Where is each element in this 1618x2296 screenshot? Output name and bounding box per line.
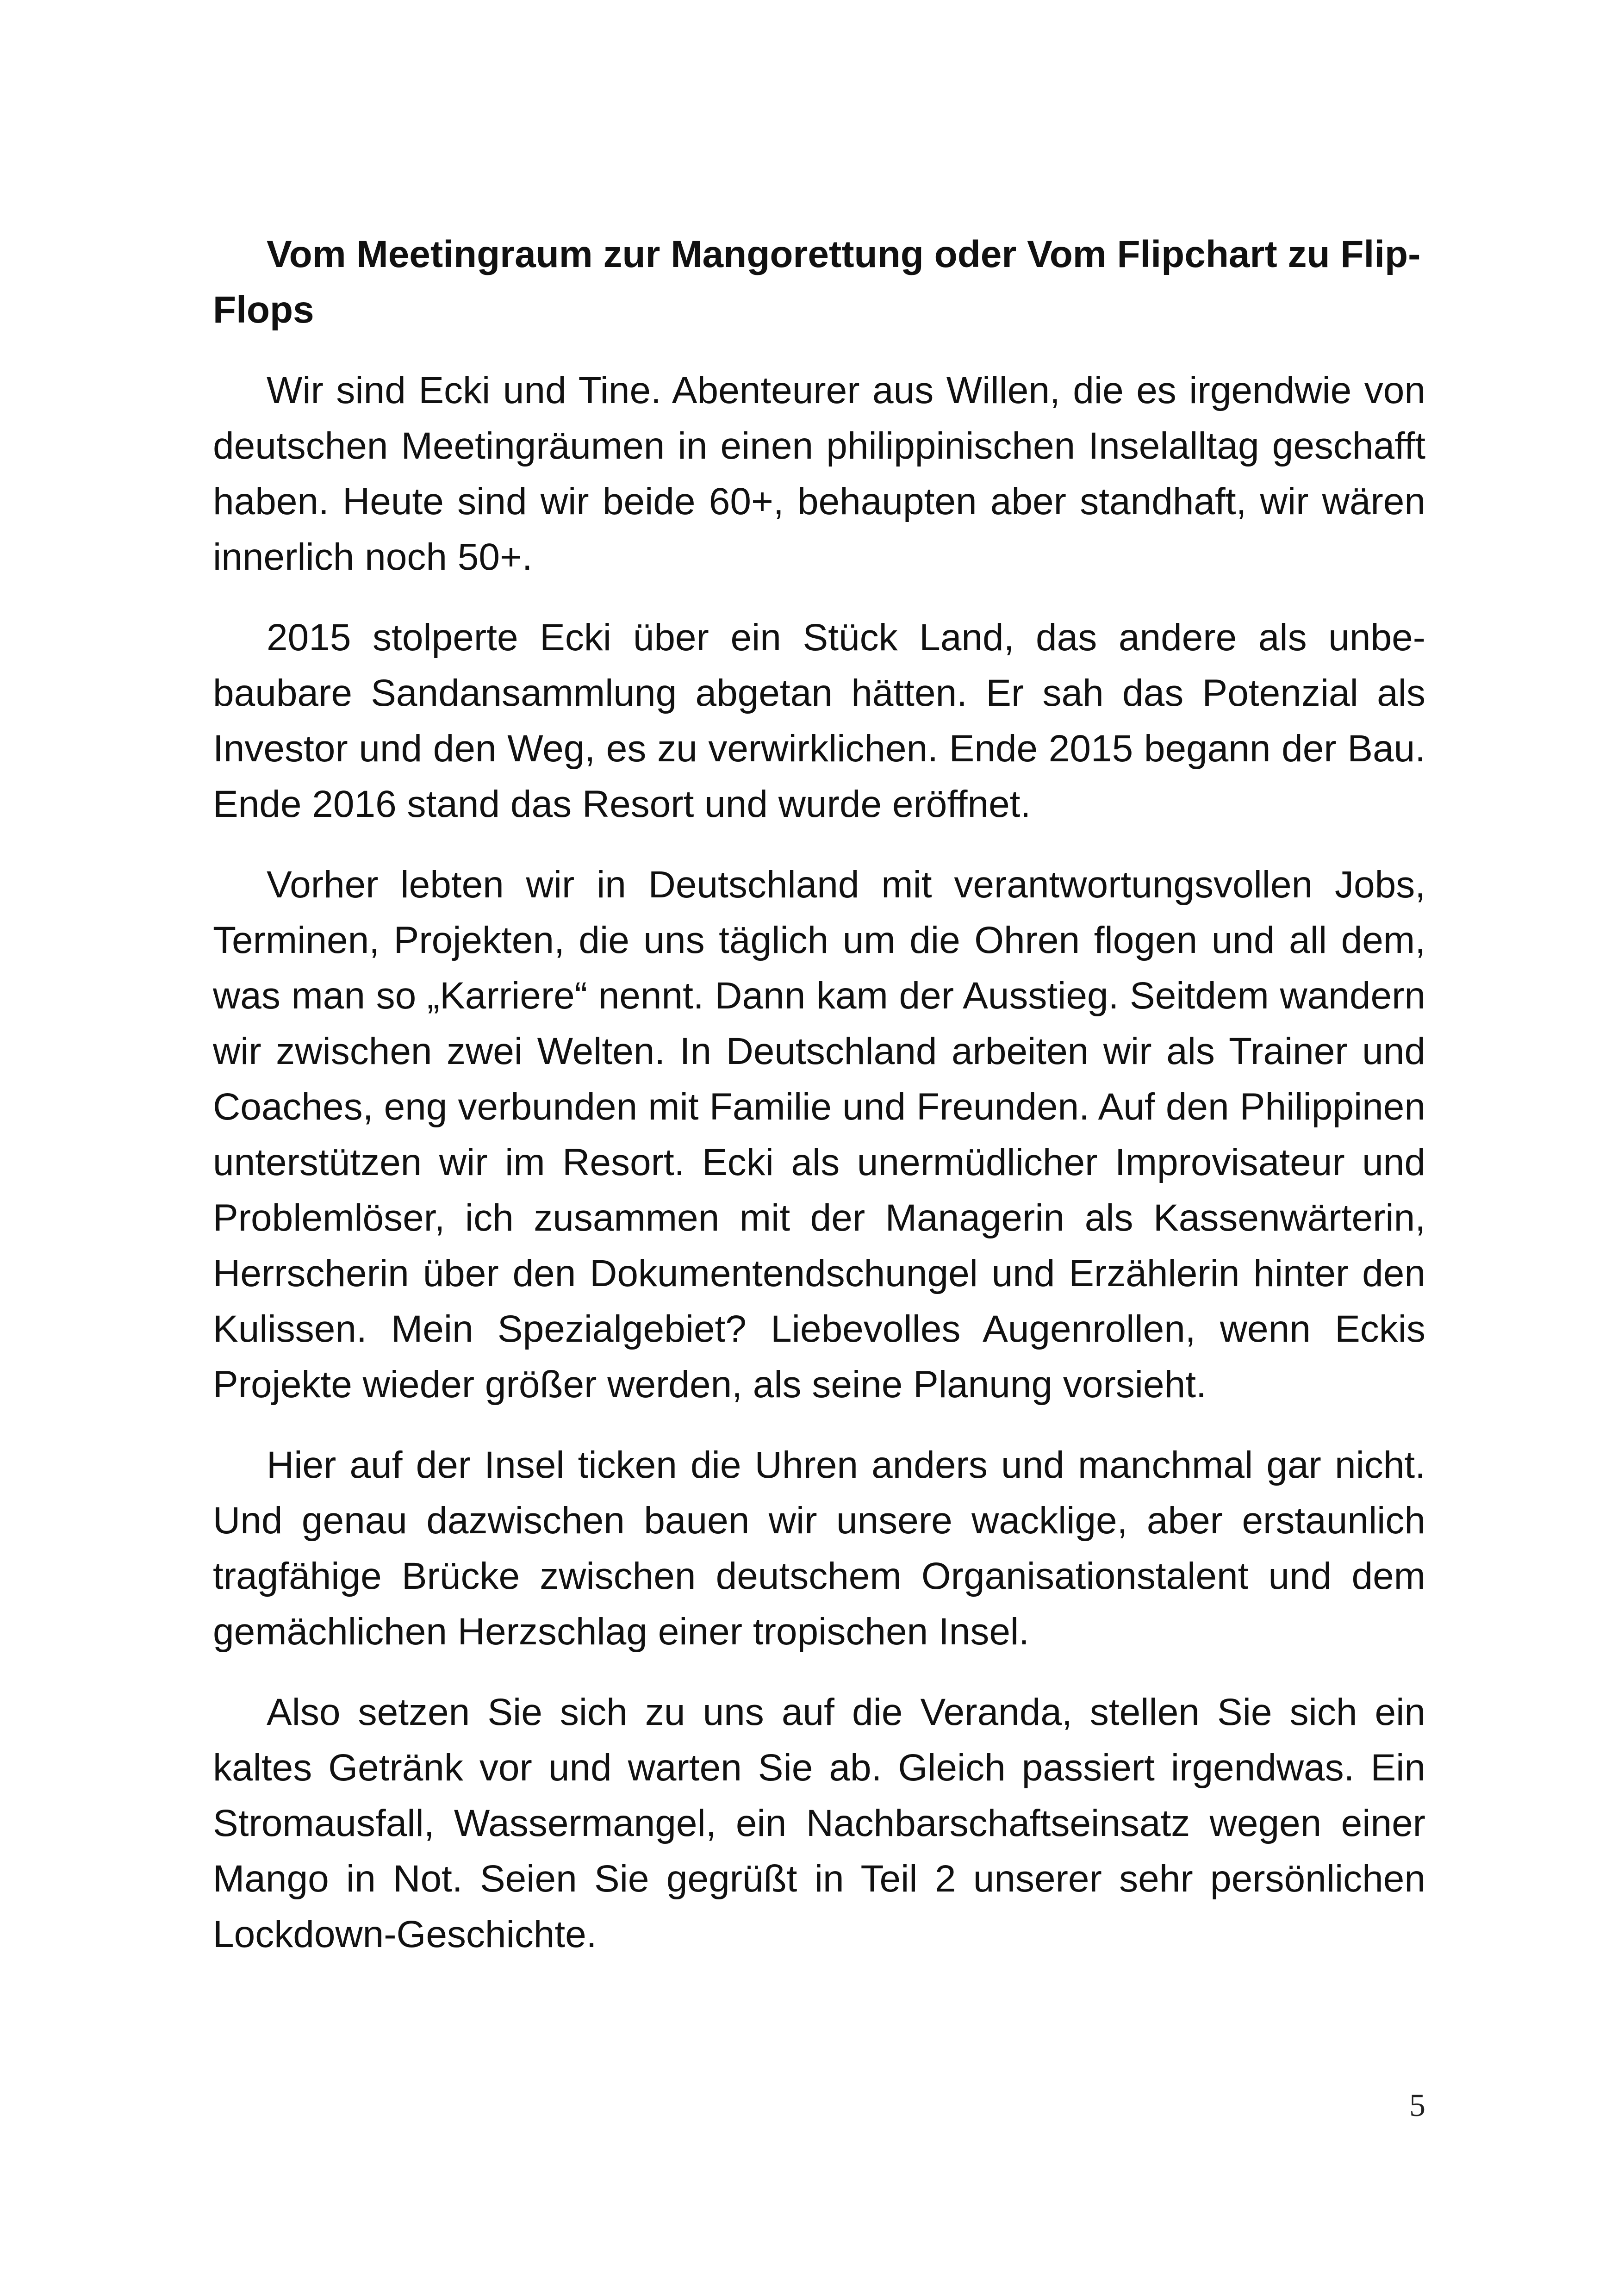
chapter-heading: Vom Meetingraum zur Mangorettung oder Vom Flipchart zu Flip-Flops <box>213 233 1421 331</box>
paragraph-4: Hier auf der Insel ticken die Uhren anders und manchmal gar nicht. Und genau dazwischen bauen wir unsere wacklige, aber erstaunlich tragfähige Brücke zwischen deutschem Organisationstalent und dem gemächlichen Herzschlag einer tropischen Insel. <box>213 1444 1425 1653</box>
paragraph-2: 2015 stolperte Ecki über ein Stück Land, das andere als unbebaubare Sandansammlung abgetan hätten. Er sah das Potenzial als Investor und den Weg, es zu verwirklichen. Ende 2015 begann der Bau. Ende 2016 stand das Resort und wurde eröffnet. <box>213 616 1425 825</box>
paragraph-5: Also setzen Sie sich zu uns auf die Veranda, stellen Sie sich ein kaltes Getränk vor und warten Sie ab. Gleich passiert irgendwas. Ein Stromausfall, Wassermangel, ein Nachbarschaftseinsatz wegen einer Mango in Not. Seien Sie gegrüßt in Teil 2 unserer sehr persönlichen Lockdown-Geschichte. <box>213 1691 1425 1955</box>
page-text-block <box>213 227 1425 1987</box>
page-number: 5 <box>1409 2088 1425 2123</box>
paragraph-3: Vorher lebten wir in Deutschland mit verantwortungsvollen Jobs, Terminen, Projekten, die uns täglich um die Ohren flogen und all dem, was man so „Karriere“ nennt. Dann kam der Ausstieg. Seitdem wandern wir zwischen zwei Welten. In Deutschland arbeiten wir als Trainer und Coaches, eng verbunden mit Familie und Freunden. Auf den Philippinen unterstützen wir im Resort. Ecki als unermüdlicher Improvisateur und Problemlöser, ich zusammen mit der Managerin als Kassenwärterin, Herrscherin über den Dokumentendschungel und Erzählerin hinter den Kulissen. Mein Spezialgebiet? Liebevolles Augenrollen, wenn Eckis Projekte wieder größer werden, als seine Planung vorsieht. <box>213 864 1425 1406</box>
paragraph-1: Wir sind Ecki und Tine. Abenteurer aus Willen, die es irgendwie von deutschen Meetingräumen in einen philippinischen Inselalltag geschafft haben. Heute sind wir beide 60+, behaupten aber standhaft, wir wären innerlich noch 50+. <box>213 369 1425 578</box>
